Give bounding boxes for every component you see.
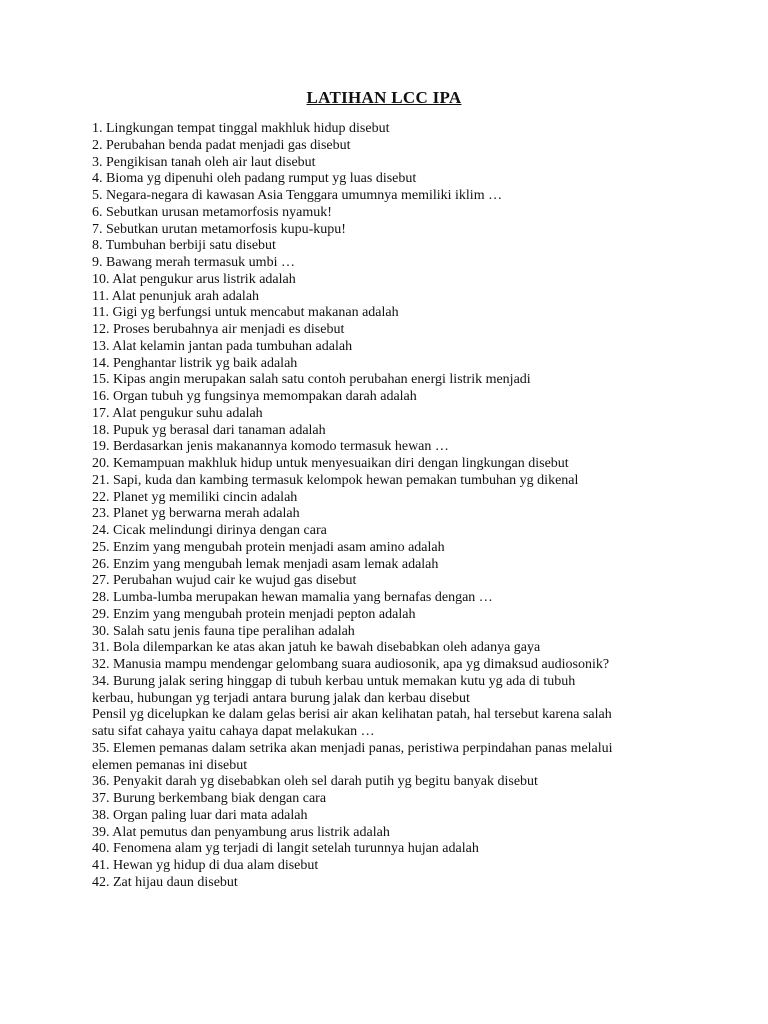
question-line: 28. Lumba-lumba merupakan hewan mamalia yang bernafas dengan … — [92, 590, 493, 605]
question-line: 2. Perubahan benda padat menjadi gas disebut — [92, 137, 351, 153]
question-line: 36. Penyakit darah yg disebabkan oleh sel darah putih yg begitu banyak disebut — [92, 774, 538, 790]
question-line: elemen pemanas ini disebut — [92, 757, 248, 773]
question-line: 27. Perubahan wujud cair ke wujud gas disebut — [92, 573, 357, 589]
question-line: 16. Organ tubuh yg fungsinya memompakan darah adalah — [92, 389, 417, 404]
question-line: 22. Planet yg memiliki cincin adalah — [92, 489, 298, 505]
question-line: 14. Penghantar listrik yg baik adalah — [92, 355, 298, 371]
question-line: 18. Pupuk yg berasal dari tanaman adalah — [92, 422, 326, 438]
question-line: 10. Alat pengukur arus listrik adalah — [92, 271, 296, 287]
question-line: 5. Negara-negara di kawasan Asia Tenggara umumnya memiliki iklim … — [92, 188, 503, 203]
question-line: 37. Burung berkembang biak dengan cara — [92, 791, 327, 806]
question-line: 20. Kemampuan makhluk hidup untuk menyesuaikan diri dengan lingkungan disebut — [92, 456, 569, 471]
question-line: satu sifat cahaya yaitu cahaya dapat melakukan … — [92, 724, 375, 739]
question-line: 32. Manusia mampu mendengar gelombang suara audiosonik, apa yg dimaksud audiosonik? — [92, 657, 610, 672]
question-line: 4. Bioma yg dipenuhi oleh padang rumput yg luas disebut — [92, 171, 417, 187]
question-line: 23. Planet yg berwarna merah adalah — [92, 506, 300, 522]
question-line: 9. Bawang merah termasuk umbi … — [92, 255, 295, 270]
question-line: 11. Gigi yg berfungsi untuk mencabut makanan adalah — [92, 305, 399, 321]
question-line: 29. Enzim yang mengubah protein menjadi pepton adalah — [92, 606, 416, 622]
question-line: 26. Enzim yang mengubah lemak menjadi asam lemak adalah — [92, 556, 439, 572]
question-line: 21. Sapi, kuda dan kambing termasuk kelompok hewan pemakan tumbuhan yg dikenal — [92, 472, 579, 488]
question-line: 19. Berdasarkan jenis makanannya komodo termasuk hewan … — [92, 439, 449, 455]
question-line: Pensil yg dicelupkan ke dalam gelas berisi air akan kelihatan patah, hal tersebut karena salah — [92, 707, 612, 723]
question-line: 11. Alat penunjuk arah adalah — [92, 288, 260, 304]
question-line: 39. Alat pemutus dan penyambung arus listrik adalah — [92, 824, 390, 840]
question-line: 31. Bola dilemparkan ke atas akan jatuh ke bawah disebabkan oleh adanya gaya — [92, 640, 541, 656]
question-line: 13. Alat kelamin jantan pada tumbuhan adalah — [92, 338, 353, 354]
question-list — [92, 121, 682, 892]
question-line: 35. Elemen pemanas dalam setrika akan menjadi panas, peristiwa perpindahan panas melalui — [92, 740, 613, 756]
question-line: 12. Proses berubahnya air menjadi es disebut — [92, 322, 345, 337]
question-line: 25. Enzim yang mengubah protein menjadi asam amino adalah — [92, 539, 445, 555]
question-line: 8. Tumbuhan berbiji satu disebut — [92, 238, 276, 254]
question-line: 1. Lingkungan tempat tinggal makhluk hidup disebut — [92, 121, 390, 136]
question-line: kerbau, hubungan yg terjadi antara burung jalak dan kerbau disebut — [92, 690, 470, 706]
question-line: 15. Kipas angin merupakan salah satu contoh perubahan energi listrik menjadi — [92, 372, 531, 388]
question-line: 40. Fenomena alam yg terjadi di langit setelah turunnya hujan adalah — [92, 841, 479, 857]
question-line: 42. Zat hijau daun disebut — [92, 874, 238, 890]
question-line: 41. Hewan yg hidup di dua alam disebut — [92, 858, 319, 873]
page-title: LATIHAN LCC IPA — [306, 88, 462, 107]
question-line: 7. Sebutkan urutan metamorfosis kupu-kupu! — [92, 221, 346, 237]
question-line: 6. Sebutkan urusan metamorfosis nyamuk! — [92, 204, 332, 220]
question-line: 24. Cicak melindungi dirinya dengan cara — [92, 523, 327, 538]
question-line: 38. Organ paling luar dari mata adalah — [92, 807, 308, 823]
question-line: 34. Burung jalak sering hinggap di tubuh kerbau untuk memakan kutu yg ada di tubuh — [92, 673, 576, 689]
question-line: 17. Alat pengukur suhu adalah — [92, 405, 263, 421]
question-line: 3. Pengikisan tanah oleh air laut disebut — [92, 154, 316, 170]
question-line: 30. Salah satu jenis fauna tipe peralihan adalah — [92, 623, 355, 639]
